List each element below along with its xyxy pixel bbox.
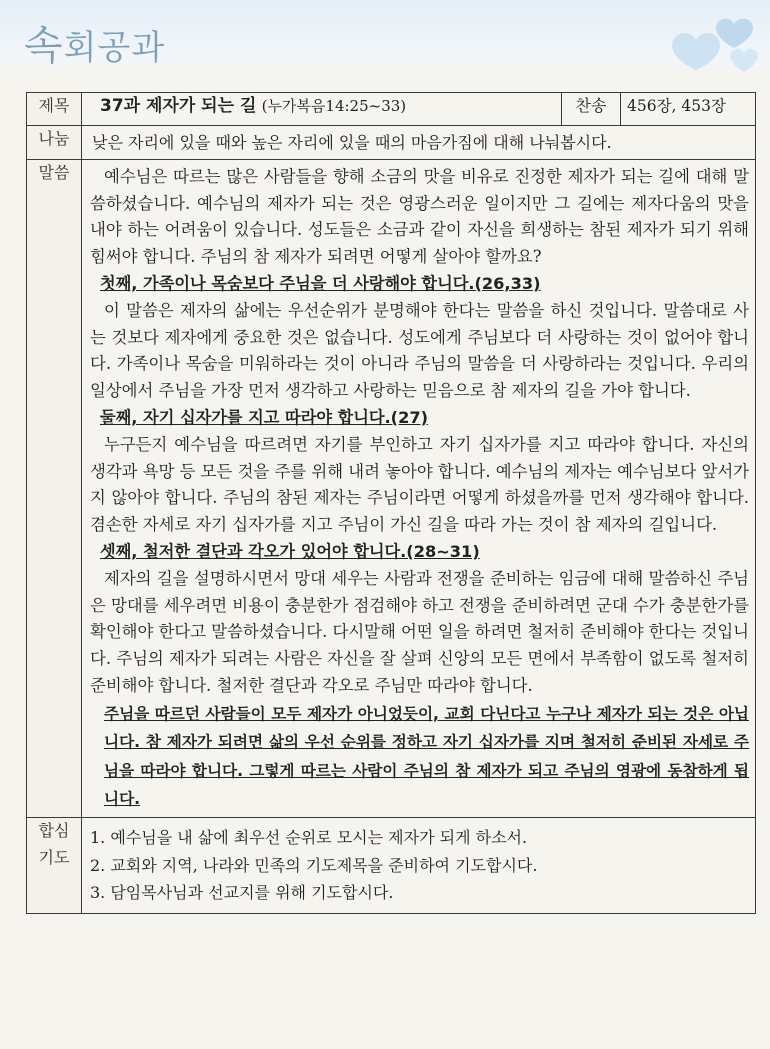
share-text: 낮은 자리에 있을 때와 높은 자리에 있을 때의 마음가짐에 대해 나눠봅시다. [82, 126, 756, 160]
share-label: 나눔 [27, 126, 82, 160]
point1-heading: 첫째, 가족이나 목숨보다 주님을 더 사랑해야 합니다.(26,33) [100, 273, 541, 293]
point1-paragraph: 이 말씀은 제자의 삶에는 우선순위가 분명해야 한다는 말씀을 하신 것입니다. 말씀대로 사는 것보다 제자에게 중요한 것은 없습니다. 성도에게 주님보다 더 사랑하는 것이 없어야 합니다. 가족이나 목숨을 미워하라는 것이 아니라 주님의 말씀을 더 사랑하라는 것입니다. 우리의 일상에서 주님을 가장 먼저 생각하고 사랑하는 믿음으로 참 제자의 길을 가야 합니다. [90, 300, 749, 401]
hymn-value: 456장, 453장 [621, 93, 756, 126]
lesson-reference: (누가복음14:25~33) [261, 97, 407, 115]
title-row [27, 93, 756, 126]
prayer-label: 합심 기도 [27, 818, 82, 914]
prayer-item: 1. 예수님을 내 삶에 최우선 순위로 모시는 제자가 되게 하소서. [90, 828, 528, 848]
lesson-title-cell [82, 93, 562, 126]
prayer-list [82, 818, 756, 914]
prayer-item: 2. 교회와 지역, 나라와 민족의 기도제목을 준비하여 기도합시다. [90, 855, 538, 875]
point2-heading: 둘째, 자기 십자가를 지고 따라야 합니다.(27) [100, 407, 428, 427]
word-label: 말씀 [27, 159, 82, 818]
intro-paragraph: 예수님은 따르는 많은 사람들을 향해 소금의 맛을 비유로 진정한 제자가 되는 길에 대해 말씀하셨습니다. 예수님의 제자가 되는 것은 영광스러운 일이지만 그 길에는 제자다움의 맛을 내야 하는 어려움이 있습니다. 성도들은 소금과 같이 자신을 희생하는 참된 제자가 되기 위해 힘써야 합니다. 주님의 참 제자가 되려면 어떻게 살아야 할까요? [90, 166, 749, 267]
point3-heading: 셋째, 철저한 결단과 각오가 있어야 합니다.(28~31) [100, 541, 480, 561]
hearts-decoration-icon [612, 6, 762, 76]
page-banner [0, 0, 770, 78]
word-body [82, 159, 756, 818]
page-title: 속회공과 [24, 23, 166, 69]
prayer-item: 3. 담임목사님과 선교지를 위해 기도합시다. [90, 883, 394, 903]
prayer-row [27, 818, 756, 914]
title-label: 제목 [27, 93, 82, 126]
lesson-table [26, 92, 756, 914]
word-row [27, 159, 756, 818]
lesson-title: 37과 제자가 되는 길 [100, 96, 257, 116]
point2-paragraph: 누구든지 예수님을 따르려면 자기를 부인하고 자기 십자가를 지고 따라야 합니다. 자신의 생각과 욕망 등 모든 것을 주를 위해 내려 놓아야 합니다. 예수님의 제자는 예수님보다 앞서가지 않아야 합니다. 주님의 참된 제자는 주님이라면 어떻게 하셨을까를 먼저 생각해야 합니다. 겸손한 자세로 자기 십자가를 지고 주님이 가신 길을 따라 가는 것이 참 제자의 길입니다. [90, 434, 749, 535]
share-row [27, 126, 756, 160]
conclusion-paragraph: 주님을 따르던 사람들이 모두 제자가 아니었듯이, 교회 다닌다고 누구나 제자가 되는 것은 아닙니다. 참 제자가 되려면 삶의 우선 순위를 정하고 자기 십자가를 지며 철저히 준비된 자세로 주님을 따라야 합니다. 그렇게 따르는 사람이 주님의 참 제자가 되고 주님의 영광에 동참하게 됩니다. [104, 704, 749, 808]
hymn-label: 찬송 [562, 93, 621, 126]
point3-paragraph: 제자의 길을 설명하시면서 망대 세우는 사람과 전쟁을 준비하는 임금에 대해 말씀하신 주님은 망대를 세우려면 비용이 충분한가 점검해야 하고 전쟁을 준비하려면 군대 수가 충분한가를 확인해야 한다고 말씀하셨습니다. 다시말해 어떤 일을 하려면 철저히 준비해야 한다는 것입니다. 주님의 제자가 되려는 사람은 자신을 잘 살펴 신앙의 모든 면에서 부족함이 없도록 철저히 준비해야 합니다. 철저한 결단과 각오로 주님만 따라야 합니다. [90, 568, 749, 695]
